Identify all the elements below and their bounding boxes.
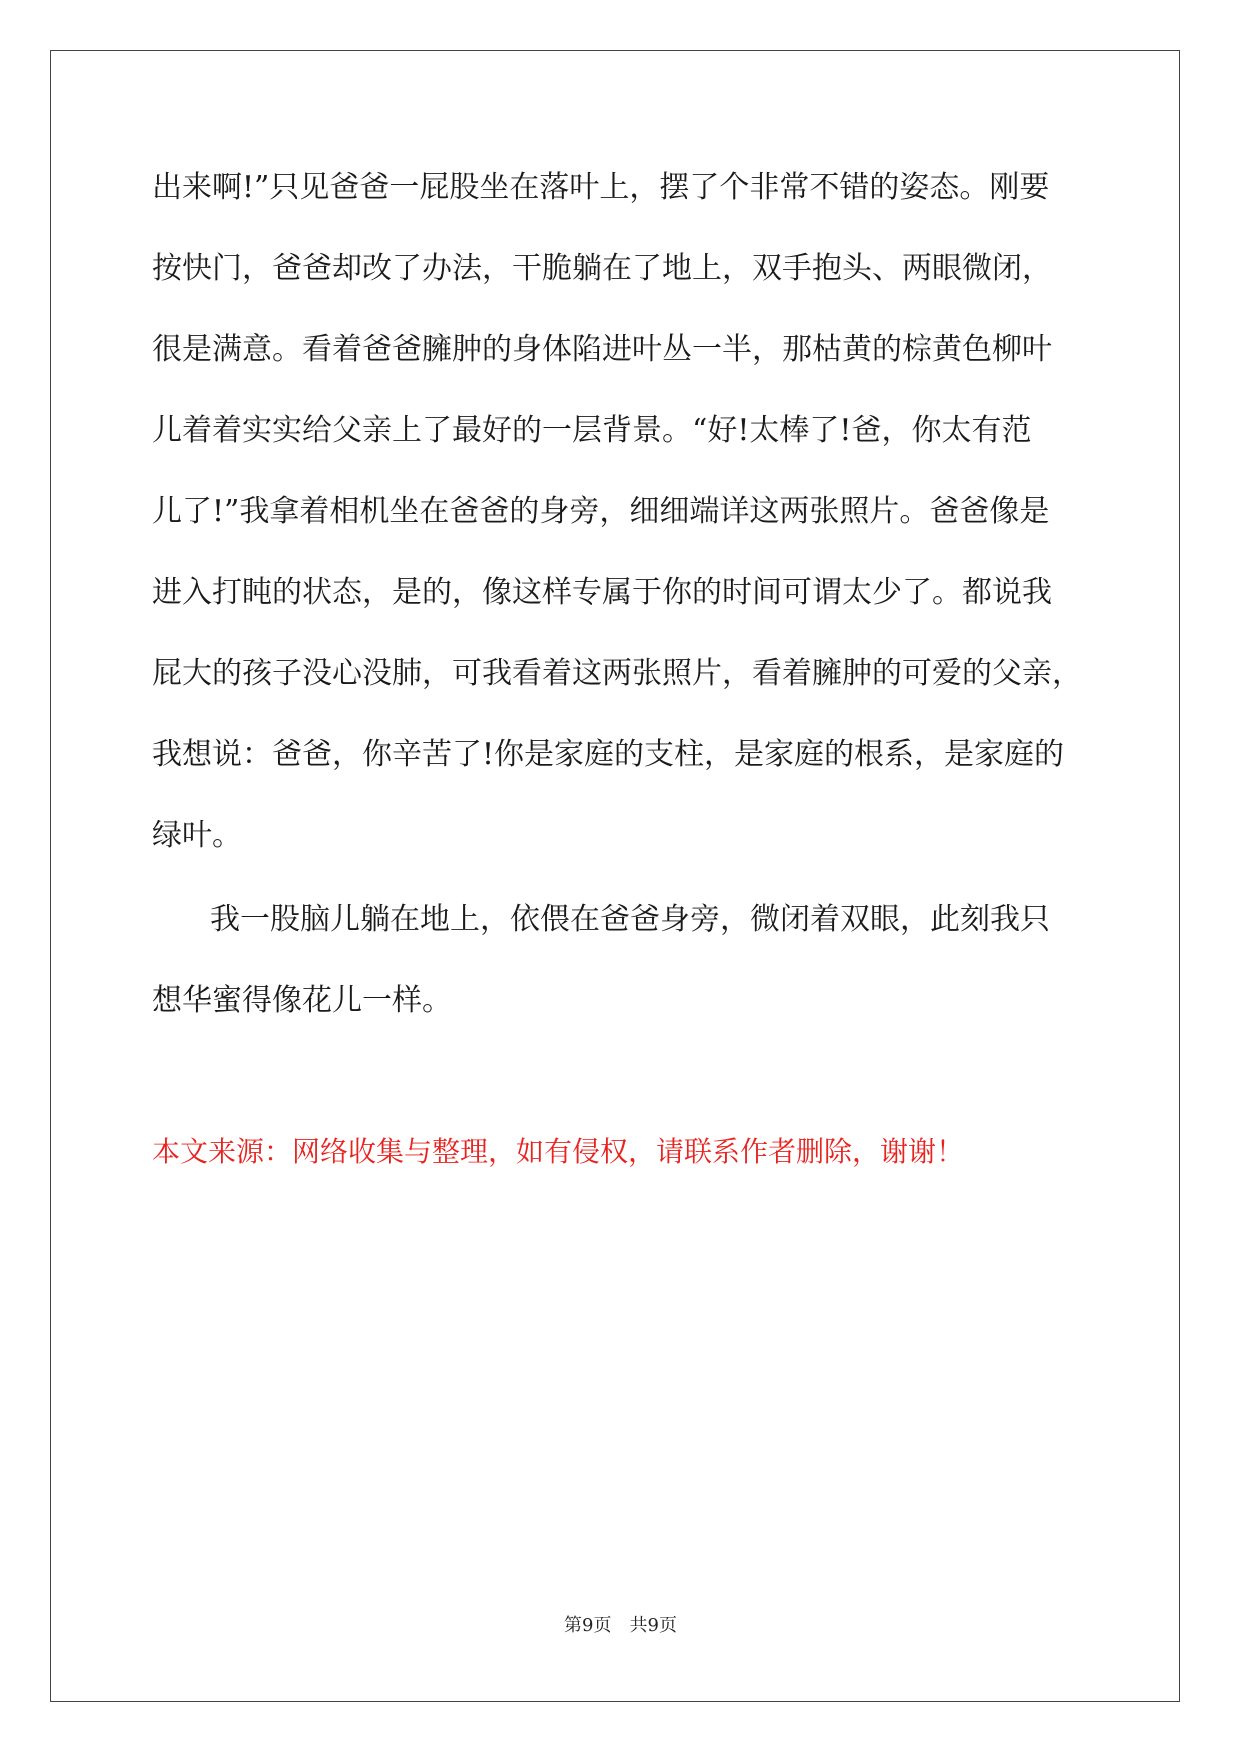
page-border bbox=[50, 50, 1180, 1702]
body-line: 我一股脑儿躺在地上，依偎在爸爸身旁，微闭着双眼，此刻我只 bbox=[210, 902, 1050, 937]
body-line: 想华蜜得像花儿一样。 bbox=[152, 983, 452, 1018]
page-number: 第9页 共9页 bbox=[564, 1615, 677, 1636]
body-line: 按快门，爸爸却改了办法，干脆躺在了地上，双手抱头、两眼微闭， bbox=[152, 251, 1052, 286]
body-line: 很是满意。看着爸爸臃肿的身体陷进叶丛一半，那枯黄的棕黄色柳叶 bbox=[152, 332, 1052, 367]
body-line: 绿叶。 bbox=[152, 818, 242, 853]
body-line: 儿着着实实给父亲上了最好的一层背景。“好!太棒了!爸，你太有范 bbox=[152, 413, 1032, 448]
page-footer bbox=[0, 1614, 1241, 1638]
body-line: 儿了!”我拿着相机坐在爸爸的身旁，细细端详这两张照片。爸爸像是 bbox=[152, 494, 1050, 529]
source-notice: 本文来源：网络收集与整理，如有侵权，请联系作者删除，谢谢！ bbox=[152, 1135, 965, 1168]
body-line: 我想说：爸爸，你辛苦了!你是家庭的支柱，是家庭的根系，是家庭的 bbox=[152, 737, 1065, 772]
body-line: 进入打盹的状态，是的，像这样专属于你的时间可谓太少了。都说我 bbox=[152, 575, 1052, 610]
body-line: 出来啊!”只见爸爸一屁股坐在落叶上，摆了个非常不错的姿态。刚要 bbox=[152, 170, 1050, 205]
body-line: 屁大的孩子没心没肺，可我看着这两张照片，看着臃肿的可爱的父亲， bbox=[152, 656, 1082, 691]
